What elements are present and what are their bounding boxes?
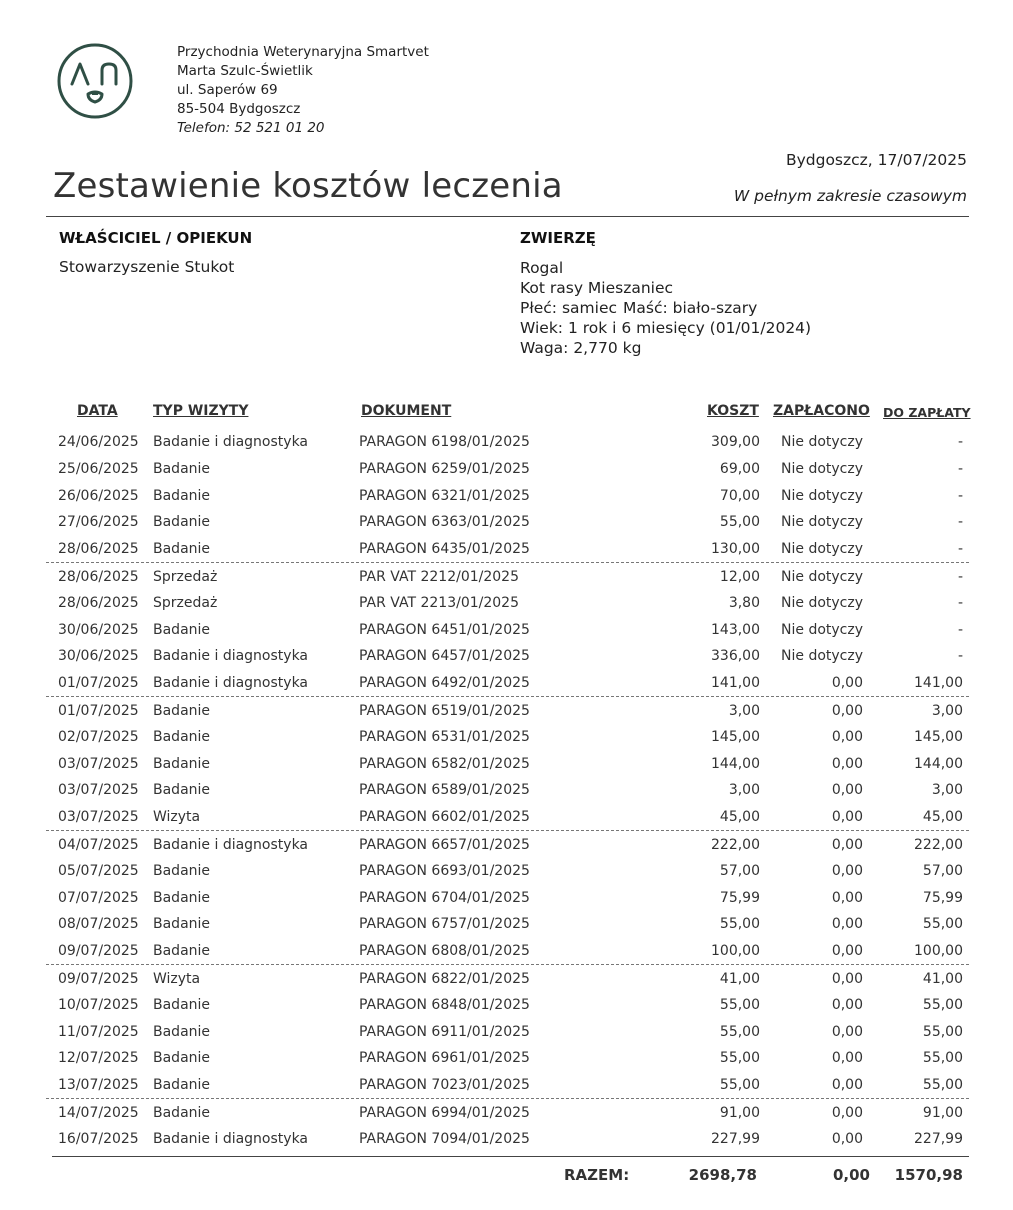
row-date: 05/07/2025 (58, 862, 139, 879)
row-date: 10/07/2025 (58, 996, 139, 1013)
row-cost: 336,00 (711, 648, 760, 665)
table-row (46, 482, 969, 509)
clinic-address (177, 43, 429, 138)
row-date: 01/07/2025 (58, 675, 139, 692)
row-cost: 144,00 (711, 755, 760, 772)
row-cost: 12,00 (719, 569, 760, 585)
table-row (46, 910, 969, 937)
row-cost: 55,00 (719, 514, 760, 531)
row-due: 141,00 (914, 675, 963, 692)
col-header-type: TYP WIZYTY (153, 403, 249, 419)
row-paid: 0,00 (831, 1105, 863, 1121)
table-row (46, 428, 969, 455)
row-date: 28/06/2025 (58, 569, 139, 585)
row-cost: 91,00 (719, 1105, 760, 1121)
row-type: Badanie (153, 916, 211, 933)
row-document: PAR VAT 2212/01/2025 (359, 569, 519, 585)
totals-label: RAZEM: (564, 1166, 630, 1184)
row-due: 100,00 (914, 943, 963, 960)
table-row (46, 455, 969, 482)
row-paid: Nie dotyczy (781, 594, 863, 611)
row-type: Wizyta (153, 809, 201, 826)
row-document: PARAGON 6321/01/2025 (359, 487, 530, 504)
row-type: Badanie (153, 889, 211, 906)
row-paid: 0,00 (831, 809, 863, 826)
animal-color: Maść: biało-szary (623, 299, 758, 317)
table-row (46, 535, 969, 562)
row-due: 41,00 (922, 971, 963, 987)
row-due: - (957, 594, 963, 611)
row-date: 07/07/2025 (58, 889, 139, 906)
page-title: Zestawienie kosztów leczenia (53, 166, 563, 206)
clinic-logo (56, 42, 134, 120)
row-paid: 0,00 (831, 675, 863, 692)
row-type: Badanie (153, 1077, 211, 1094)
col-header-paid: ZAPŁACONO (773, 403, 870, 419)
row-cost: 3,00 (728, 703, 760, 719)
row-cost: 130,00 (711, 541, 760, 558)
row-cost: 55,00 (719, 1050, 760, 1067)
table-row (46, 857, 969, 884)
total-cost: 2698,78 (688, 1166, 757, 1184)
table-row (46, 1044, 969, 1071)
row-cost: 143,00 (711, 621, 760, 638)
totals-divider (52, 1156, 969, 1157)
table-row (46, 723, 969, 750)
row-type: Badanie (153, 996, 211, 1013)
row-cost: 41,00 (719, 971, 760, 987)
row-cost: 141,00 (711, 675, 760, 692)
col-header-document: DOKUMENT (361, 403, 452, 419)
row-paid: Nie dotyczy (781, 569, 863, 585)
row-type: Badanie (153, 1050, 211, 1067)
row-document: PARAGON 6657/01/2025 (359, 837, 530, 853)
row-cost: 45,00 (719, 809, 760, 826)
animal-sex: Płeć: samiec (520, 299, 617, 317)
row-cost: 145,00 (711, 728, 760, 745)
row-paid: Nie dotyczy (781, 487, 863, 504)
row-document: PARAGON 6911/01/2025 (359, 1023, 530, 1040)
row-date: 08/07/2025 (58, 916, 139, 933)
animal-info (520, 258, 811, 358)
row-due: 45,00 (922, 809, 963, 826)
table-row (46, 750, 969, 777)
animal-heading: ZWIERZĘ (520, 229, 596, 247)
row-document: PARAGON 6961/01/2025 (359, 1050, 530, 1067)
row-due: 55,00 (922, 1023, 963, 1040)
row-document: PARAGON 6198/01/2025 (359, 434, 530, 450)
row-type: Wizyta (153, 971, 201, 987)
table-row (46, 508, 969, 535)
row-due: - (957, 487, 963, 504)
row-paid: 0,00 (831, 755, 863, 772)
clinic-phone: Telefon: 52 521 01 20 (177, 120, 325, 136)
row-type: Badanie (153, 943, 211, 960)
row-type: Badanie (153, 621, 211, 638)
table-row (46, 830, 969, 858)
row-date: 11/07/2025 (58, 1023, 139, 1040)
row-date: 16/07/2025 (58, 1130, 139, 1147)
row-due: 145,00 (914, 728, 963, 745)
row-date: 24/06/2025 (58, 434, 139, 450)
row-due: - (957, 460, 963, 477)
row-type: Badanie (153, 782, 211, 799)
row-type: Badanie (153, 1105, 211, 1121)
row-paid: 0,00 (831, 943, 863, 960)
row-document: PARAGON 6602/01/2025 (359, 809, 530, 826)
row-document: PARAGON 6492/01/2025 (359, 675, 530, 692)
row-type: Badanie (153, 703, 211, 719)
col-header-due: DO ZAPŁATY (883, 405, 971, 420)
row-date: 30/06/2025 (58, 621, 139, 638)
place-date: Bydgoszcz, 17/07/2025 (785, 151, 967, 169)
row-date: 09/07/2025 (58, 943, 139, 960)
table-row (46, 776, 969, 803)
row-paid: 0,00 (831, 971, 863, 987)
row-due: - (957, 514, 963, 531)
row-date: 03/07/2025 (58, 782, 139, 799)
row-cost: 100,00 (711, 943, 760, 960)
row-cost: 55,00 (719, 996, 760, 1013)
row-paid: 0,00 (831, 728, 863, 745)
row-due: - (957, 569, 963, 585)
table-row (46, 884, 969, 911)
row-type: Badanie (153, 460, 211, 477)
owner-heading: WŁAŚCICIEL / OPIEKUN (59, 229, 253, 247)
row-due: 3,00 (931, 782, 963, 799)
row-type: Badanie i diagnostyka (153, 434, 309, 450)
table-row (46, 803, 969, 830)
row-cost: 57,00 (719, 862, 760, 879)
owner-name: Stowarzyszenie Stukot (59, 258, 235, 276)
row-document: PARAGON 7023/01/2025 (359, 1077, 530, 1094)
row-document: PARAGON 6582/01/2025 (359, 755, 530, 772)
table-row (46, 589, 969, 616)
row-due: - (957, 648, 963, 665)
row-paid: 0,00 (831, 862, 863, 879)
row-paid: 0,00 (831, 1050, 863, 1067)
row-cost: 222,00 (711, 837, 760, 853)
row-cost: 227,99 (711, 1130, 760, 1147)
row-document: PARAGON 6693/01/2025 (359, 862, 530, 879)
row-type: Badanie i diagnostyka (153, 648, 309, 665)
row-cost: 70,00 (719, 487, 760, 504)
row-date: 03/07/2025 (58, 809, 139, 826)
row-cost: 55,00 (719, 1077, 760, 1094)
row-due: - (957, 434, 963, 450)
table-row (46, 937, 969, 964)
row-paid: 0,00 (831, 837, 863, 853)
row-paid: Nie dotyczy (781, 648, 863, 665)
table-row (46, 1018, 969, 1045)
row-document: PARAGON 6848/01/2025 (359, 996, 530, 1013)
row-type: Badanie i diagnostyka (153, 837, 309, 853)
row-type: Badanie i diagnostyka (153, 675, 309, 692)
row-cost: 3,00 (728, 782, 760, 799)
table-row (46, 616, 969, 643)
row-cost: 55,00 (719, 916, 760, 933)
row-date: 26/06/2025 (58, 487, 139, 504)
row-type: Badanie (153, 755, 211, 772)
row-due: 3,00 (931, 703, 963, 719)
col-header-date: DATA (77, 403, 118, 419)
total-paid: 0,00 (832, 1166, 870, 1184)
col-header-cost: KOSZT (707, 403, 759, 419)
row-paid: Nie dotyczy (781, 434, 863, 450)
table-row (46, 964, 969, 992)
clinic-doctor: Marta Szulc-Świetlik (177, 63, 313, 79)
time-scope: W pełnym zakresie czasowym (733, 187, 967, 205)
row-paid: 0,00 (831, 1077, 863, 1094)
row-due: 55,00 (922, 1077, 963, 1094)
row-document: PARAGON 6757/01/2025 (359, 916, 530, 933)
row-cost: 3,80 (728, 594, 760, 611)
row-cost: 69,00 (719, 460, 760, 477)
row-date: 30/06/2025 (58, 648, 139, 665)
row-date: 03/07/2025 (58, 755, 139, 772)
row-type: Badanie (153, 541, 211, 558)
row-paid: 0,00 (831, 782, 863, 799)
row-cost: 55,00 (719, 1023, 760, 1040)
row-paid: 0,00 (831, 1023, 863, 1040)
row-date: 28/06/2025 (58, 541, 139, 558)
row-due: 91,00 (922, 1105, 963, 1121)
row-cost: 75,99 (719, 889, 760, 906)
row-paid: 0,00 (831, 1130, 863, 1147)
table-row (46, 1071, 969, 1098)
row-due: 75,99 (922, 889, 963, 906)
row-paid: Nie dotyczy (781, 621, 863, 638)
row-document: PARAGON 6589/01/2025 (359, 782, 530, 799)
animal-sex-color (520, 298, 811, 318)
row-document: PARAGON 6531/01/2025 (359, 728, 530, 745)
animal-weight: Waga: 2,770 kg (520, 339, 642, 357)
row-due: 55,00 (922, 916, 963, 933)
row-type: Badanie (153, 514, 211, 531)
table-row (46, 562, 969, 590)
row-due: - (957, 621, 963, 638)
clinic-city: 85-504 Bydgoszcz (177, 101, 301, 117)
row-date: 12/07/2025 (58, 1050, 139, 1067)
row-date: 27/06/2025 (58, 514, 139, 531)
row-document: PARAGON 6451/01/2025 (359, 621, 530, 638)
row-date: 01/07/2025 (58, 703, 139, 719)
row-cost: 309,00 (711, 434, 760, 450)
table-row (46, 1125, 969, 1152)
row-document: PARAGON 6435/01/2025 (359, 541, 530, 558)
clinic-name: Przychodnia Weterynaryjna Smartvet (177, 44, 429, 60)
row-document: PARAGON 6808/01/2025 (359, 943, 530, 960)
row-date: 13/07/2025 (58, 1077, 139, 1094)
row-type: Badanie (153, 862, 211, 879)
row-paid: 0,00 (831, 996, 863, 1013)
row-date: 25/06/2025 (58, 460, 139, 477)
row-type: Badanie (153, 1023, 211, 1040)
row-paid: Nie dotyczy (781, 514, 863, 531)
animal-age: Wiek: 1 rok i 6 miesięcy (01/01/2024) (520, 319, 812, 337)
row-due: 55,00 (922, 1050, 963, 1067)
row-paid: 0,00 (831, 889, 863, 906)
row-due: 144,00 (914, 755, 963, 772)
row-due: 57,00 (922, 862, 963, 879)
clinic-street: ul. Saperów 69 (177, 82, 278, 98)
header-divider (46, 216, 969, 217)
row-date: 02/07/2025 (58, 728, 139, 745)
table-row (46, 669, 969, 696)
row-document: PARAGON 7094/01/2025 (359, 1130, 530, 1147)
row-document: PARAGON 6994/01/2025 (359, 1105, 530, 1121)
row-due: - (957, 541, 963, 558)
row-document: PARAGON 6457/01/2025 (359, 648, 530, 665)
row-document: PARAGON 6363/01/2025 (359, 514, 530, 531)
row-type: Sprzedaż (153, 594, 218, 611)
table-row (46, 991, 969, 1018)
row-due: 55,00 (922, 996, 963, 1013)
row-paid: 0,00 (831, 916, 863, 933)
row-date: 28/06/2025 (58, 594, 139, 611)
table-row (46, 1098, 969, 1126)
table-row (46, 696, 969, 724)
row-date: 09/07/2025 (58, 971, 139, 987)
row-date: 14/07/2025 (58, 1105, 139, 1121)
row-document: PARAGON 6822/01/2025 (359, 971, 530, 987)
row-type: Badanie (153, 728, 211, 745)
row-document: PARAGON 6704/01/2025 (359, 889, 530, 906)
row-paid: 0,00 (831, 703, 863, 719)
row-document: PAR VAT 2213/01/2025 (359, 594, 519, 611)
table-row (46, 642, 969, 669)
row-date: 04/07/2025 (58, 837, 139, 853)
animal-breed: Kot rasy Mieszaniec (520, 279, 674, 297)
row-type: Sprzedaż (153, 569, 218, 585)
row-due: 222,00 (914, 837, 963, 853)
total-due: 1570,98 (894, 1166, 963, 1184)
row-type: Badanie (153, 487, 211, 504)
row-paid: Nie dotyczy (781, 460, 863, 477)
animal-name: Rogal (520, 259, 564, 277)
row-document: PARAGON 6259/01/2025 (359, 460, 530, 477)
row-document: PARAGON 6519/01/2025 (359, 703, 530, 719)
row-paid: Nie dotyczy (781, 541, 863, 558)
row-due: 227,99 (914, 1130, 963, 1147)
row-type: Badanie i diagnostyka (153, 1130, 309, 1147)
